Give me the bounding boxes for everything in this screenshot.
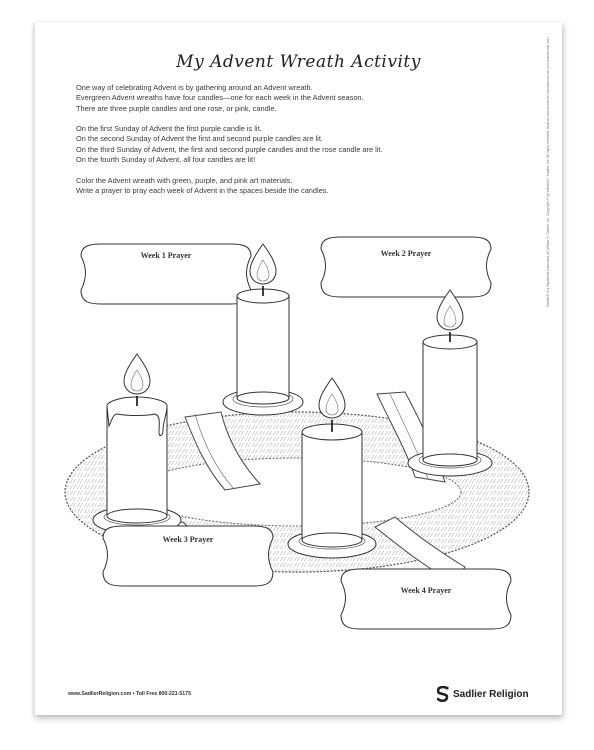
advent-wreath-illustration: [35, 22, 562, 715]
week-2-prayer-box: [321, 237, 491, 297]
intro-line: Write a prayer to pray each week of Advent in the spaces beside the candles.: [76, 185, 329, 195]
candle-1-flame: [250, 244, 276, 284]
intro-line: On the fourth Sunday of Advent, all four candles are lit!: [76, 155, 256, 165]
intro-line: On the first Sunday of Advent the first purple candle is lit.: [76, 124, 262, 134]
website-link[interactable]: www.SadlierReligion.com: [68, 691, 132, 697]
sadlier-brand: [437, 686, 529, 702]
week-1-prayer-label: Week 1 Prayer: [140, 251, 192, 260]
week-3-prayer-label: Week 3 Prayer: [162, 535, 214, 544]
week-3-prayer-box: [103, 526, 273, 586]
intro-line: One way of celebrating Advent is by gathering around an Advent wreath.: [76, 83, 313, 92]
intro-line: There are three purple candles and one rose, or pink, candle.: [76, 103, 277, 113]
intro-line: Color the Advent wreath with green, purple, and pink art materials.: [76, 175, 293, 185]
copyright-notice: Sadlier® is a registered trademark of William H. Sadlier, Inc. Copyright © by William H. Sadlier, Inc. All rights reserved. May be reproduced for educational use (not commercial use).: [546, 36, 550, 307]
activity-sheet: [34, 22, 562, 715]
phone-number: Toll Free 800-221-5175: [135, 691, 191, 697]
week-2-prayer-label: Week 2 Prayer: [380, 249, 432, 258]
week-4-prayer-label: Week 4 Prayer: [400, 586, 452, 595]
intro-line: Evergreen Advent wreaths have four candles—one for each week in the Advent season.: [76, 93, 364, 103]
sadlier-s-logo-icon: [437, 686, 449, 702]
brand-name: Sadlier Religion: [453, 688, 529, 700]
intro-line: On the second Sunday of Advent the first and second purple candles are lit.: [76, 134, 323, 144]
week-4-prayer-box: [341, 569, 511, 629]
week-1-prayer-box: [81, 244, 251, 304]
footer-contact: [68, 691, 191, 697]
footer-separator: •: [132, 691, 135, 697]
intro-line: On the third Sunday of Advent, the first and second purple candles and the rose candle are lit.: [76, 144, 383, 154]
candle-3-flame: [124, 354, 150, 394]
page-title: My Advent Wreath Activity: [176, 52, 421, 72]
candle-4-flame: [319, 378, 345, 418]
